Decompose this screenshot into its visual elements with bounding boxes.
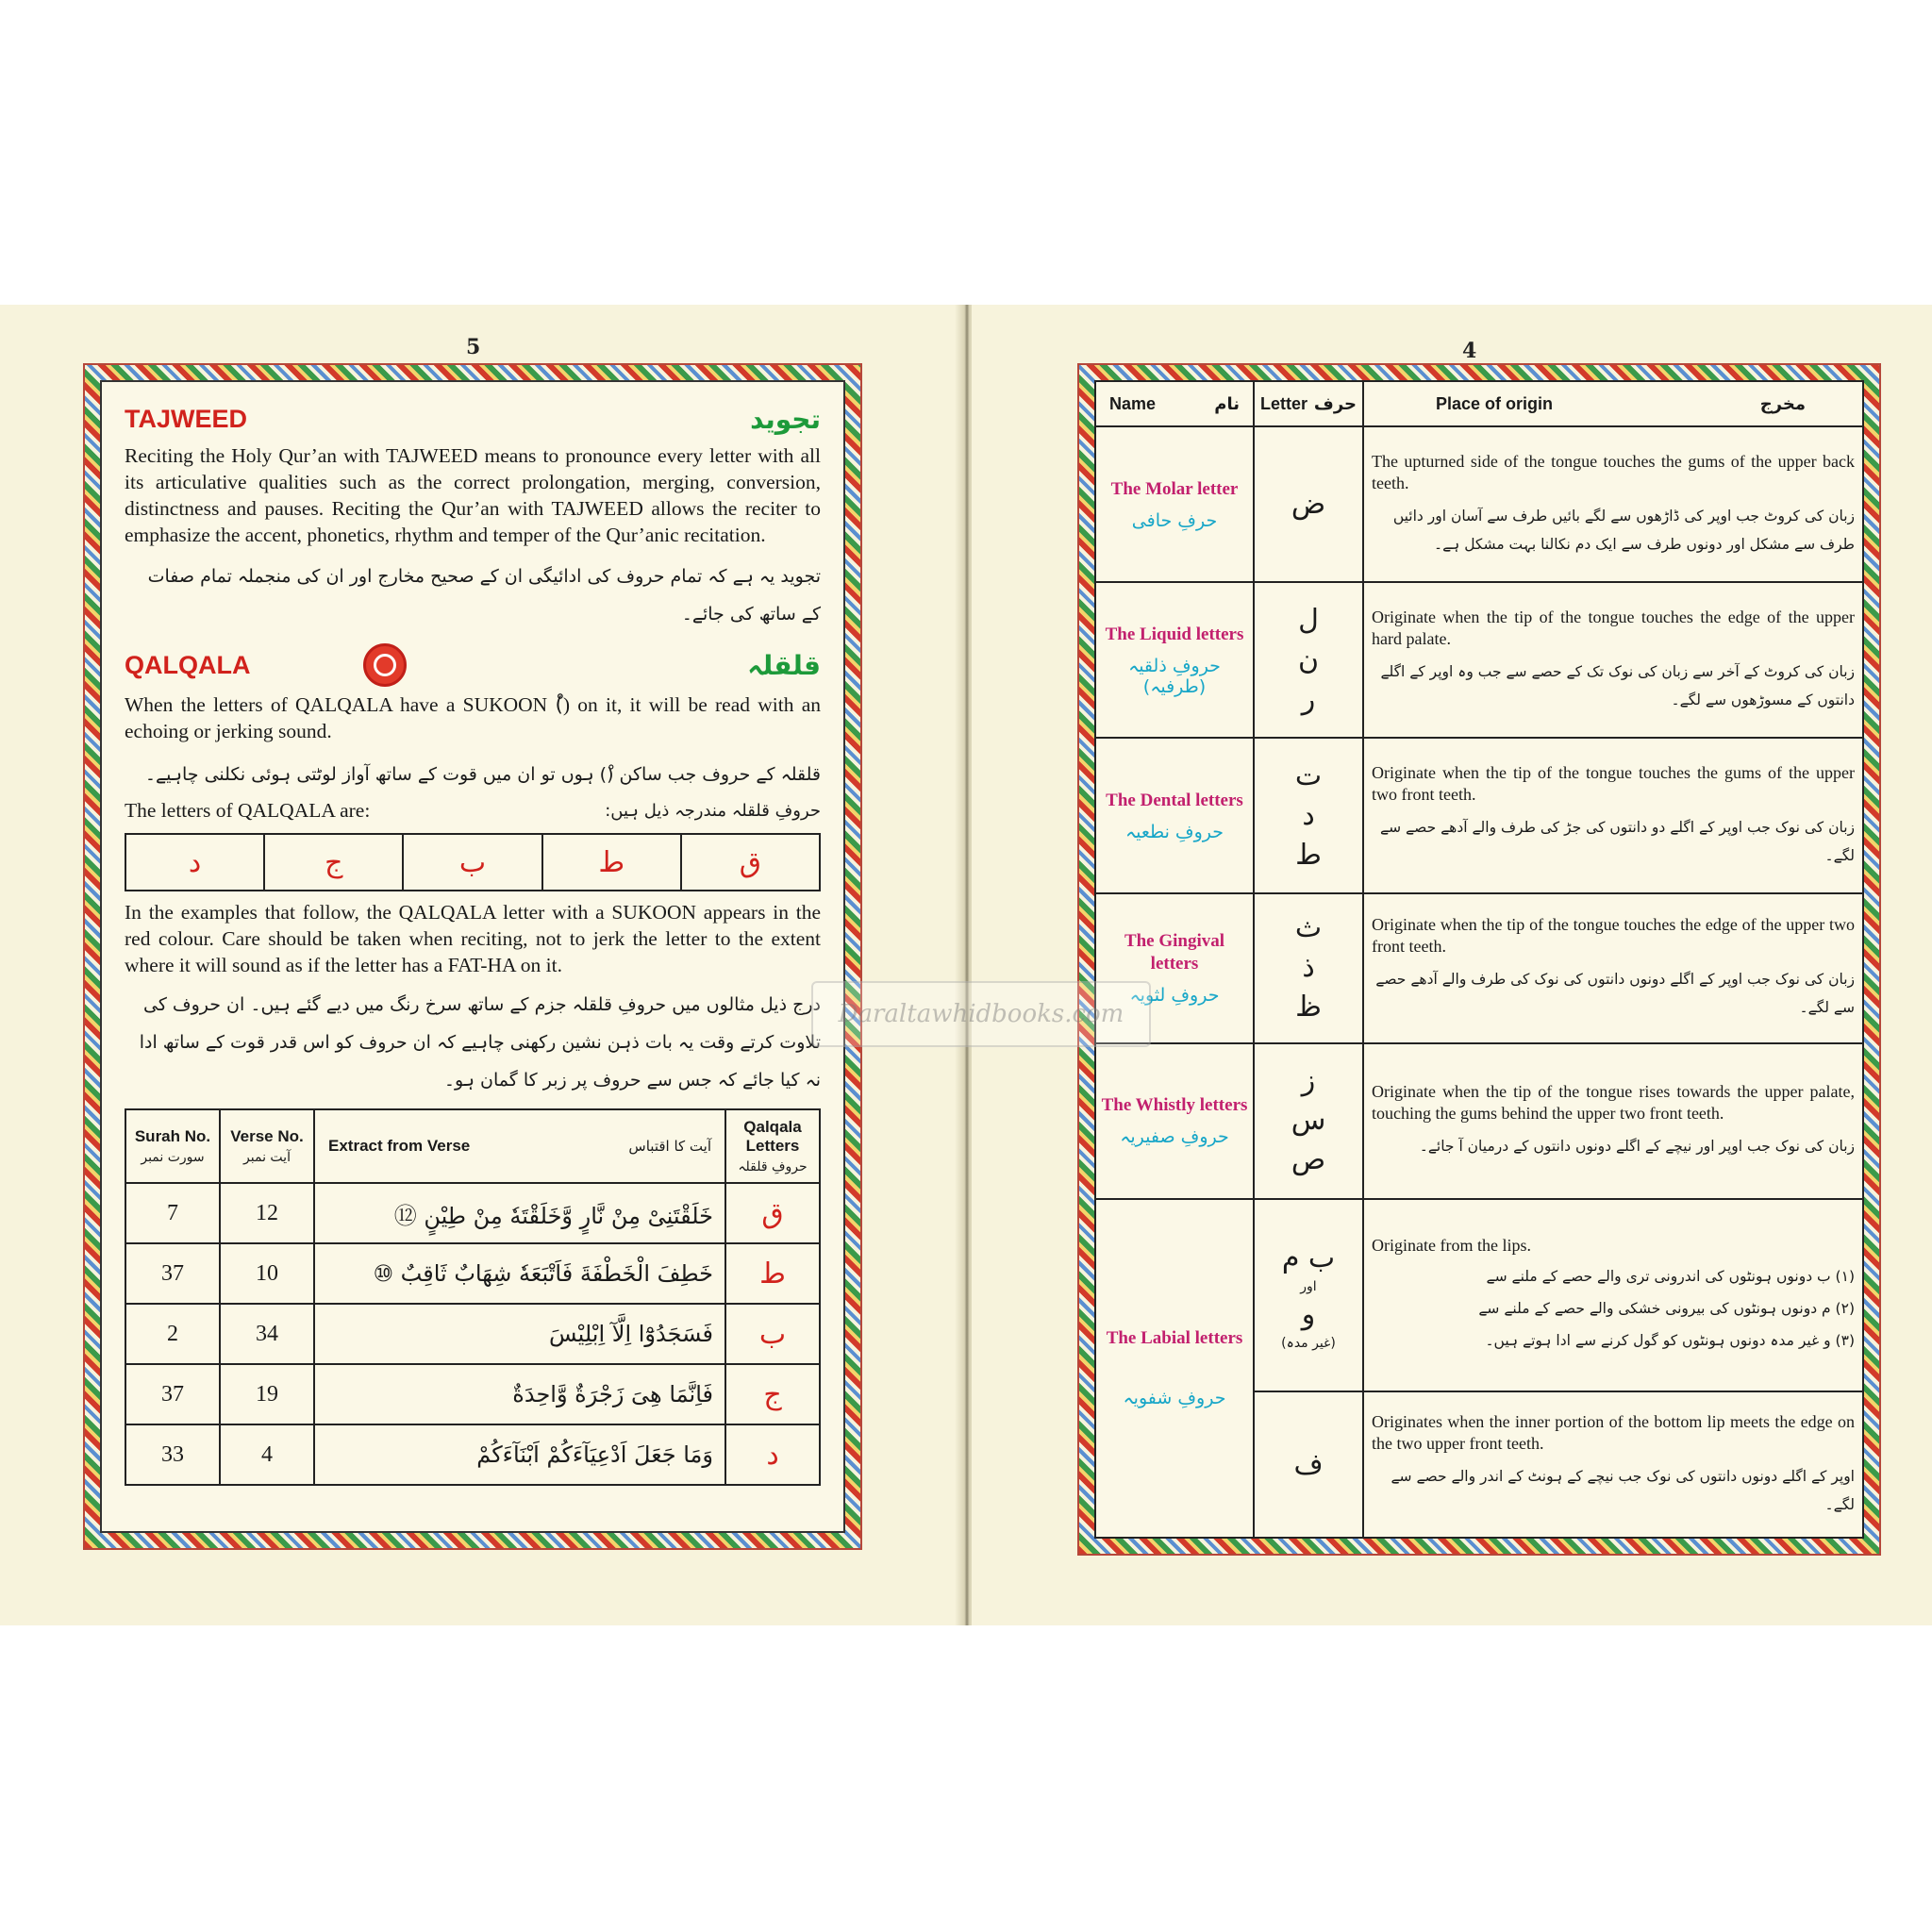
qalqala-examples-table <box>125 1108 821 1486</box>
ornamental-border <box>83 363 862 1550</box>
table-row <box>1095 582 1863 738</box>
makharij-table <box>1094 380 1864 1539</box>
qalqala-circle-icon <box>363 643 407 687</box>
letter-group-name-urdu: حروفِ لثویہ <box>1129 985 1220 1007</box>
letter-group-name-urdu: حروفِ صفیریہ <box>1120 1126 1229 1148</box>
col-extract: Extract from Verse آیت کا اقتباس <box>314 1109 725 1183</box>
origin-text-urdu: اوپر کے اگلے دونوں دانتوں کی نوک جب نیچے کے ہونٹ کے اندر والے حصے سے لگے۔ <box>1391 1467 1855 1513</box>
letters: ض <box>1254 426 1363 582</box>
qalqala-letter: ج <box>725 1364 820 1424</box>
surah-number: 37 <box>125 1243 220 1304</box>
verse-number: 4 <box>220 1424 314 1485</box>
table-row <box>125 1243 820 1304</box>
origin-text: Originates when the inner portion of the bottom lip meets the edge on the two upper front teeth. <box>1372 1411 1855 1453</box>
verse-number: 10 <box>220 1243 314 1304</box>
qalqala-letter: ج <box>263 835 402 890</box>
letter-group-name-urdu: حرفِ حافی <box>1131 509 1218 531</box>
ornamental-border <box>1077 363 1881 1556</box>
tajweed-text-urdu: تجوید یہ ہے کہ تمام حروف کی ادائیگی ان کے صحیح مخارج اور ان کی منجملہ تمام صفات کے ساتھ کی جائے۔ <box>147 566 821 625</box>
verse-extract: وَمَا جَعَلَ اَدْعِيَآءَكُمْ اَبْنَآءَكُمْ <box>314 1424 725 1485</box>
origin-text-urdu: زبان کی کروٹ جب اوپر کی ڈاڑھوں سے لگے بائیں طرف سے آسان اور دائیں طرف سے مشکل اور دونوں طرف سے ایک دم نکالنا بہت مشکل ہے۔ <box>1392 507 1855 553</box>
table-row <box>125 1364 820 1424</box>
verse-extract: خَطِفَ الْخَطْفَةَ فَاَتْبَعَهٗ شِهَابٌ ثَاقِبٌ ⑩ <box>314 1243 725 1304</box>
origin-text: Originate from the lips. <box>1372 1235 1531 1255</box>
surah-number: 33 <box>125 1424 220 1485</box>
qalqala-text-urdu: قلقلہ کے حروف جب ساکن (ْ) ہوں تو ان میں قوت کے ساتھ آواز لوٹتی ہوئی نکلنی چاہیے۔ <box>144 764 821 785</box>
qalqala-letters-box <box>125 833 821 891</box>
watermark: Daraltawhidbooks.com <box>811 981 1151 1047</box>
qalqala-letter: ب <box>402 835 541 890</box>
origin-text-urdu: زبان کی نوک جب اوپر اور نیچے کے اگلے دونوں دانتوں کے درمیان آ جائے۔ <box>1419 1138 1855 1156</box>
origin-text-urdu: زبان کی نوک جب اوپر کے اگلے دو دانتوں کی جڑ کی طرف والے آدھے حصے سے لگے۔ <box>1380 818 1855 864</box>
col-name: Name نام <box>1095 381 1254 426</box>
verse-extract: فَسَجَدُوْٓا اِلَّآ اِبْلِيْسَ <box>314 1304 725 1364</box>
origin-text: Originate when the tip of the tongue touches the edge of the upper hard palate. <box>1372 607 1855 648</box>
letters-label-urdu: حروفِ قلقلہ مندرجہ ذیل ہیں: <box>605 800 821 821</box>
letters: ل ن ر <box>1254 582 1363 738</box>
letter-group-name-urdu: حروفِ شفویہ <box>1123 1388 1226 1409</box>
qalqala-title: QALQALA <box>125 650 251 679</box>
page-4 <box>972 305 1932 1625</box>
page-number: 5 <box>466 335 481 359</box>
letters: ز س ص <box>1254 1043 1363 1199</box>
table-row <box>1095 1199 1863 1392</box>
table-row <box>125 1424 820 1485</box>
example-text: In the examples that follow, the QALQALA letter with a SUKOON appears in the red colour. Care should be taken when reciting, not to jerk the letter to the extent where it will sound as if the letter has a FAT-HA on it. <box>125 901 821 976</box>
col-surah: Surah No. سورت نمبر <box>125 1109 220 1183</box>
col-qalqala-letters: Qalqala Letters حروفِ قلقلہ <box>725 1109 820 1183</box>
qalqala-letter: ق <box>725 1183 820 1243</box>
surah-number: 7 <box>125 1183 220 1243</box>
origin-text: Originate when the tip of the tongue rises towards the upper palate, touching the gums behind the upper two front teeth. <box>1372 1082 1855 1124</box>
qalqala-letter: د <box>188 845 202 879</box>
content-box <box>100 380 845 1533</box>
letters: ف <box>1254 1391 1363 1538</box>
verse-number: 34 <box>220 1304 314 1364</box>
tajweed-title: TAJWEED <box>125 404 248 433</box>
qalqala-letter: ط <box>725 1243 820 1304</box>
qalqala-letter: ط <box>541 835 680 890</box>
table-row <box>1095 1043 1863 1199</box>
qalqala-letter: د <box>725 1424 820 1485</box>
qalqala-text: When the letters of QALQALA have a SUKOON (ْ) on it, it will be read with an echoing or jerking sound. <box>125 693 821 742</box>
letters-label: The letters of QALQALA are: <box>125 798 371 822</box>
origin-text: Originate when the tip of the tongue touches the gums of the upper two front teeth. <box>1372 762 1855 804</box>
surah-number: 37 <box>125 1364 220 1424</box>
example-text-urdu: درج ذیل مثالوں میں حروفِ قلقلہ جزم کے ساتھ سرخ رنگ میں دیے گئے ہیں۔ ان حروف کی تلاوت کرتے وقت یہ بات ذہن نشین رکھنی چاہیے کہ ان حروف کو اس قدر قوت کے ساتھ ادا نہ کیا جائے کہ جس سے حروف پر زبر کا گمان ہو۔ <box>139 994 821 1091</box>
letter-group-name: The Labial letters <box>1106 1328 1243 1349</box>
origin-text: Originate when the tip of the tongue touches the edge of the upper two front teeth. <box>1372 915 1855 957</box>
letter-group-name-urdu: حروفِ ذلقیہ (طرفیہ) <box>1128 655 1221 697</box>
table-row <box>1095 893 1863 1043</box>
qalqala-title-arabic: قلقلہ <box>747 649 821 681</box>
letters: ت د ط <box>1254 738 1363 893</box>
letter-group-name-urdu: حروفِ نطعیہ <box>1124 821 1224 842</box>
origin-text-urdu: (۱) ب دونوں ہونٹوں کی اندرونی تری والے حصے کے ملنے سے (۲) م دونوں ہونٹوں کی بیرونی خشکی والے حصے کے ملنے سے (۳) و غیر مدہ دونوں ہونٹوں کو گول کرنے سے ادا ہوتے ہیں۔ <box>1478 1267 1855 1349</box>
letter-group-name: The Gingival letters <box>1124 931 1225 974</box>
col-letter: Letter حرف <box>1254 381 1363 426</box>
letters: ث ذ ظ <box>1254 893 1363 1043</box>
table-row <box>125 1304 820 1364</box>
origin-text-urdu: زبان کی نوک جب اوپر کے اگلے دونوں دانتوں کی نوک کی طرف والے آدھے حصے سے لگے۔ <box>1375 971 1855 1017</box>
tajweed-text: Reciting the Holy Qur’an with TAJWEED means to pronounce every letter with all its articulative qualities such as the correct prolongation, merging, conversion, distinctness and pauses. Reciting the Qur’an with TAJWEED allows the reciter to emphasize the accent, phonetics, rhythm and temper of the Qur’anic recitation. <box>125 444 821 546</box>
origin-text: The upturned side of the tongue touches the gums of the upper back teeth. <box>1372 451 1855 492</box>
content-box <box>1094 380 1864 1539</box>
qalqala-letter: ق <box>680 835 819 890</box>
page-number: 4 <box>1462 339 1477 363</box>
book-spread <box>0 305 1932 1625</box>
letters: ب م اور و (غیر مدہ) <box>1254 1199 1363 1392</box>
verse-extract: فَاِنَّمَا هِىَ زَجْرَةٌ وَّاحِدَةٌ <box>314 1364 725 1424</box>
verse-extract: خَلَقْتَنِىْ مِنْ نَّارٍ وَّخَلَقْتَهٗ مِنْ طِيْنٍ ⑫ <box>314 1183 725 1243</box>
verse-number: 19 <box>220 1364 314 1424</box>
tajweed-title-arabic: تجوید <box>750 403 821 435</box>
table-row <box>1095 738 1863 893</box>
letter-group-name: The Whistly letters <box>1101 1095 1248 1116</box>
letter-group-name: The Molar letter <box>1110 478 1239 499</box>
table-row <box>1095 426 1863 582</box>
col-verse: Verse No. آیت نمبر <box>220 1109 314 1183</box>
col-place-of-origin: Place of origin مخرج <box>1363 381 1863 426</box>
table-row <box>125 1183 820 1243</box>
page-5 <box>0 305 964 1625</box>
letter-group-name: The Dental letters <box>1106 790 1243 810</box>
verse-number: 12 <box>220 1183 314 1243</box>
qalqala-letter: ب <box>725 1304 820 1364</box>
letter-group-name: The Liquid letters <box>1105 624 1244 644</box>
surah-number: 2 <box>125 1304 220 1364</box>
origin-text-urdu: زبان کی کروٹ کے آخر سے زبان کی نوک تک کے حصے سے جب وہ اوپر کے اگلے دانتوں کے مسوڑھوں سے لگے۔ <box>1380 662 1855 708</box>
